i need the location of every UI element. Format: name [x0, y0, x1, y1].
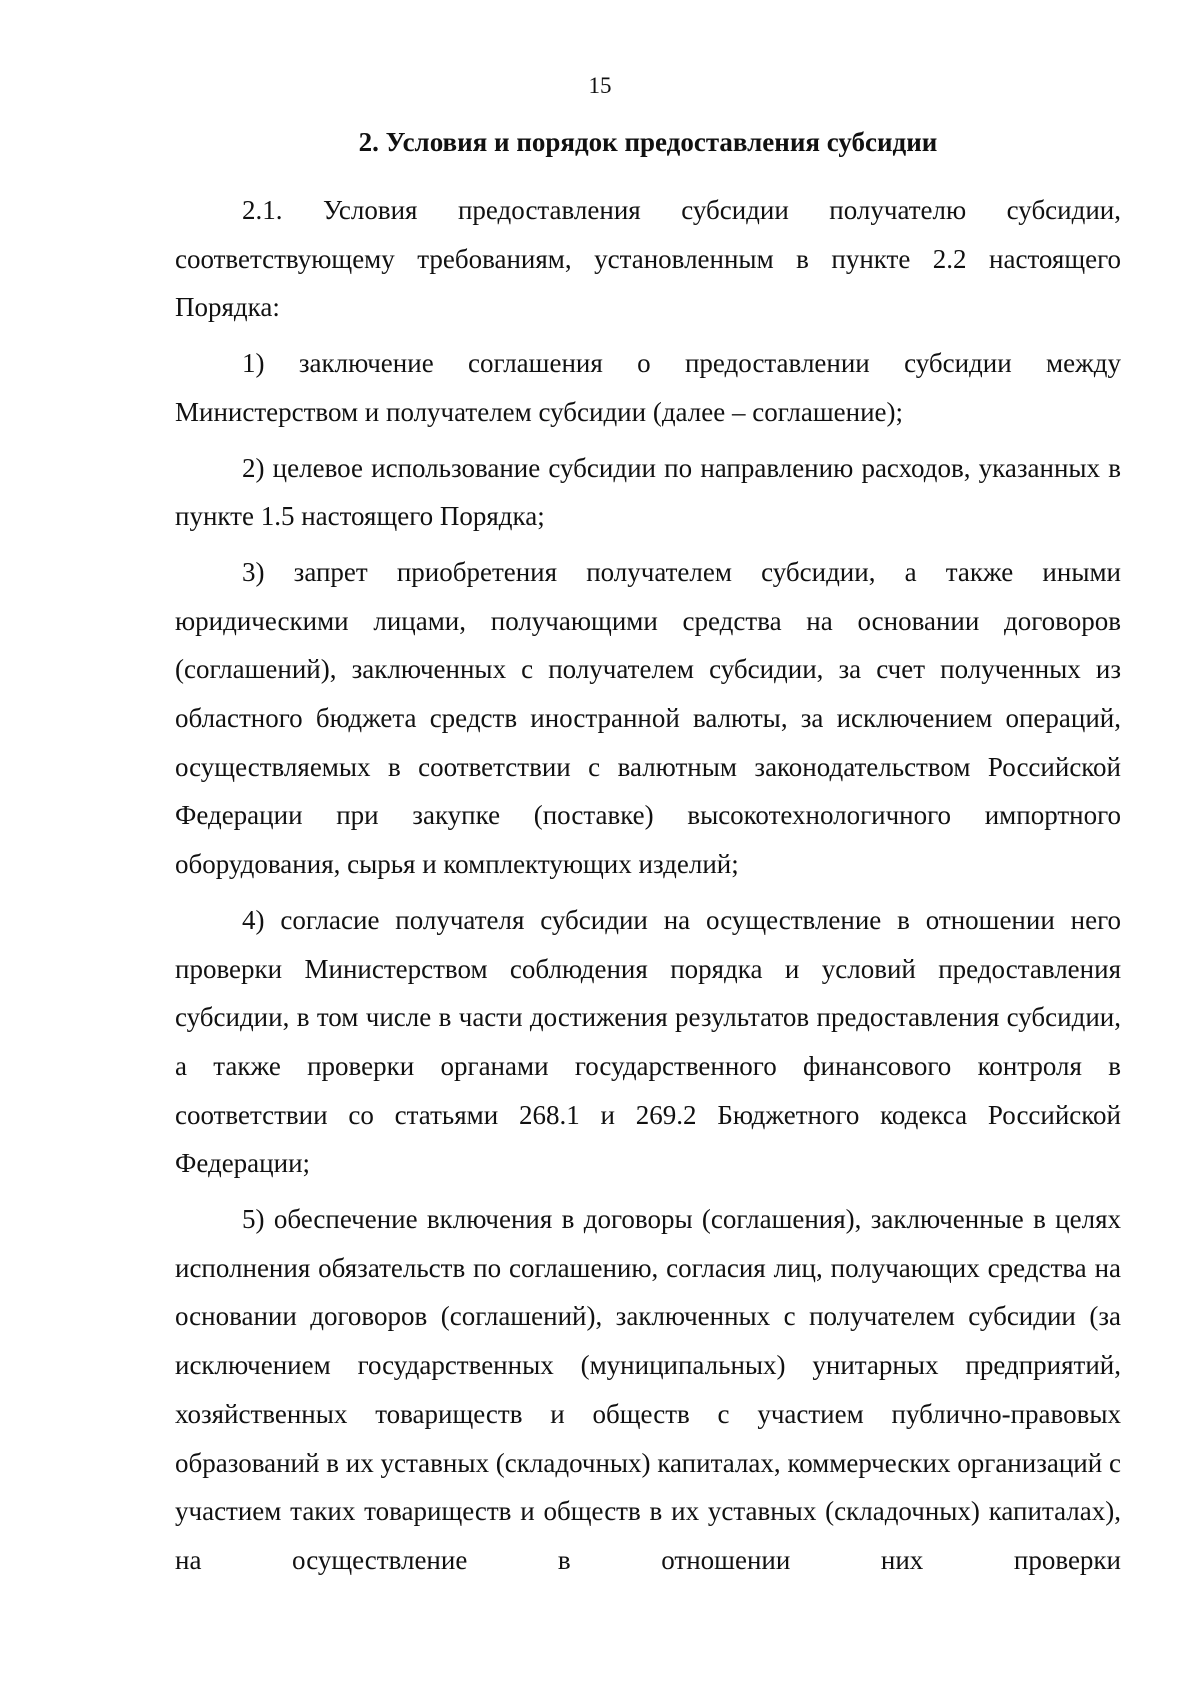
section-title: 2. Условия и порядок предоставления субсидии: [358, 127, 938, 157]
paragraph-item-3: 3) запрет приобретения получателем субсидии, а также иными юридическими лицами, получающими средства на основании договоров (соглашений), заключенных с получателем субсидии, за счет полученных из областного бюджета средств иностранной валюты, за исключением операций, осуществляемых в соответствии с валютным законодательством Российской Федерации при закупке (поставке) высокотехнологичного импортного оборудования, сырья и комплектующих изделий;: [175, 556, 1121, 880]
paragraph-item-2: 2) целевое использование субсидии по направлению расходов, указанных в пункте 1.5 настоящего Порядка;: [175, 452, 1121, 532]
paragraph-2-1: 2.1. Условия предоставления субсидии получателю субсидии, соответствующему требованиям, установленным в пункте 2.2 настоящего Порядка:: [175, 195, 1121, 323]
paragraph-item-1: 1) заключение соглашения о предоставлении субсидии между Министерством и получателем субсидии (далее – соглашение);: [175, 348, 1121, 427]
body-text: [175, 186, 1121, 1592]
page-number: 15: [588, 73, 612, 98]
paragraph-item-4: 4) согласие получателя субсидии на осуществление в отношении него проверки Министерством соблюдения порядка и условий предоставления субсидии, в том числе в части достижения результатов предоставления субсидии, а также проверки органами государственного финансового контроля в соответствии со статьями 268.1 и 269.2 Бюджетного кодекса Российской Федерации;: [175, 904, 1121, 1179]
paragraph-item-5: 5) обеспечение включения в договоры (соглашения), заключенные в целях исполнения обязательств по соглашению, согласия лиц, получающих средства на основании договоров (соглашений), заключенных с получателем субсидии (за исключением государственных (муниципальных) унитарных предприятий, хозяйственных товариществ и обществ с участием публично-правовых образований в их уставных (складочных) капиталах, коммерческих организаций с участием таких товариществ и обществ в их уставных (складочных) капиталах), на осуществление в отношении них проверки: [175, 1204, 1121, 1575]
